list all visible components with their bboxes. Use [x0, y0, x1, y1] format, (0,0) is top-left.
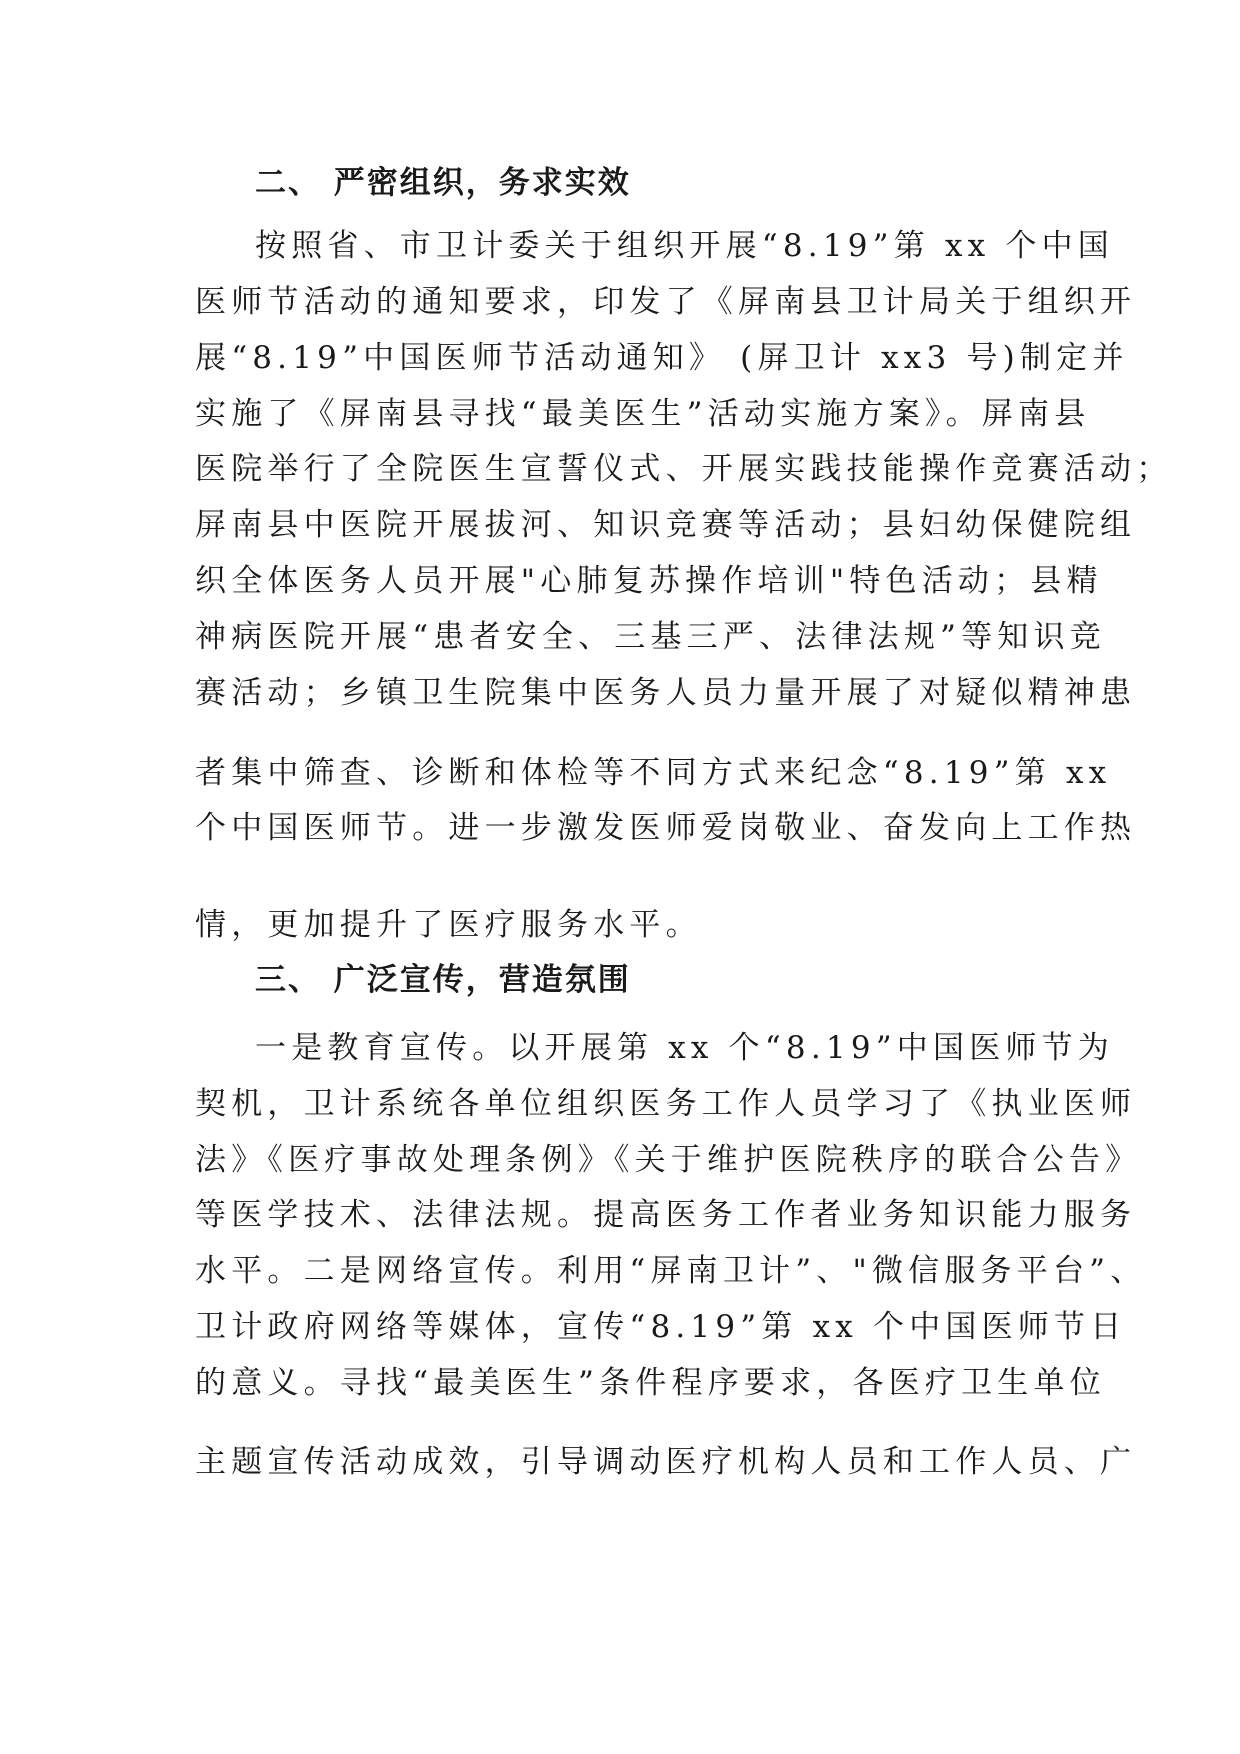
paragraph-line: 屏南县中医院开展拔河、知识竞赛等活动；县妇幼保健院组: [195, 507, 1137, 543]
paragraph-line: 的意义。寻找“最美医生”条件程序要求，各医疗卫生单位: [195, 1365, 1106, 1401]
paragraph-line: 实施了《屏南县寻找“最美医生”活动实施方案》。屏南县: [195, 396, 1091, 432]
paragraph-line: 赛活动；乡镇卫生院集中医务人员力量开展了对疑似精神患: [195, 675, 1137, 711]
section-heading-2: 二、 严密组织，务求实效: [255, 165, 631, 201]
paragraph-line: 织全体医务人员开展"心肺复苏操作培训"特色活动；县精: [195, 563, 1103, 599]
paragraph-line: 卫计政府网络等媒体，宣传“8.19”第 xx 个中国医师节日: [195, 1309, 1127, 1345]
paragraph-line: 展“8.19”中国医师节活动通知》 (屏卫计 xx3 号)制定并: [195, 340, 1129, 376]
paragraph-line: 主题宣传活动成效，引导调动医疗机构人员和工作人员、广: [195, 1444, 1137, 1480]
paragraph-line: 按照省、市卫计委关于组织开展“8.19”第 xx 个中国: [255, 228, 1114, 264]
paragraph-line: 情，更加提升了医疗服务水平。: [195, 907, 702, 943]
paragraph-line: 医师节活动的通知要求，印发了《屏南县卫计局关于组织开: [195, 284, 1137, 320]
paragraph-line: 法》《医疗事故处理条例》《关于维护医院秩序的联合公告》: [195, 1142, 1142, 1178]
paragraph-line: 神病医院开展“患者安全、三基三严、法律法规”等知识竞: [195, 619, 1106, 655]
section-heading-3: 三、 广泛宣传，营造氛围: [255, 962, 631, 998]
paragraph-line: 等医学技术、法律法规。提高医务工作者业务知识能力服务: [195, 1197, 1137, 1233]
paragraph-line: 契机，卫计系统各单位组织医务工作人员学习了《执业医师: [195, 1086, 1137, 1122]
paragraph-line: 个中国医师节。进一步激发医师爱岗敬业、奋发向上工作热: [195, 810, 1137, 846]
paragraph-line: 者集中筛查、诊断和体检等不同方式来纪念“8.19”第 xx: [195, 755, 1112, 791]
paragraph-line: 医院举行了全院医生宣誓仪式、开展实践技能操作竞赛活动；: [195, 451, 1173, 487]
paragraph-line: 水平。二是网络宣传。利用“屏南卫计”、"微信服务平台”、: [195, 1253, 1147, 1289]
paragraph-line: 一是教育宣传。以开展第 xx 个“8.19”中国医师节为: [255, 1030, 1114, 1066]
